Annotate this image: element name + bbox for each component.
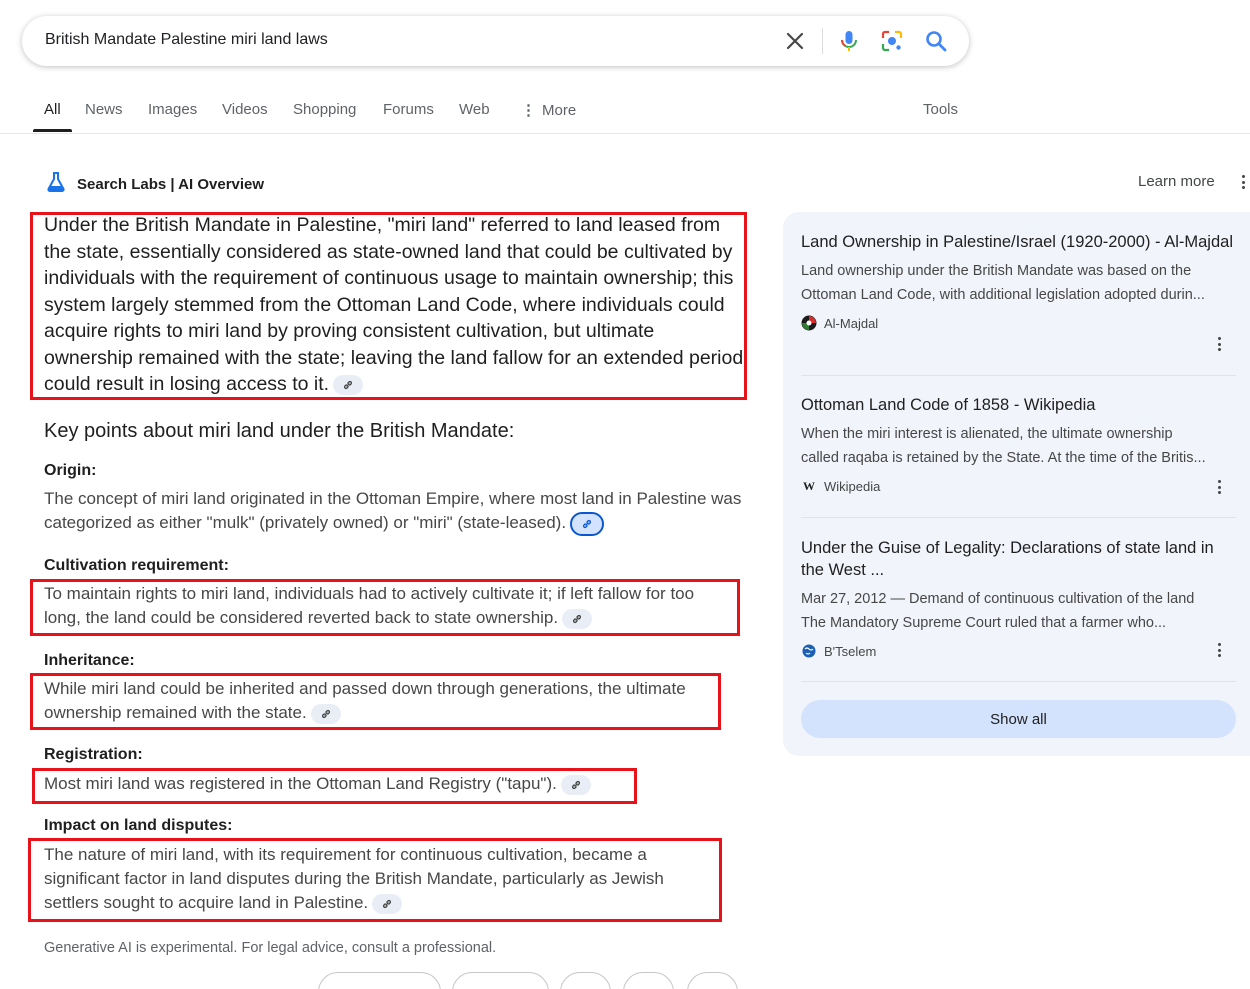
search-bar[interactable] xyxy=(22,16,969,66)
tools-button[interactable]: Tools xyxy=(923,101,959,118)
snippet-line: Mar 27, 2012 — Demand of continuous cultivation of the land xyxy=(801,591,1195,607)
snippet-line: Ottoman Land Code, with additional legislation adopted durin... xyxy=(801,287,1205,303)
learn-more-link[interactable]: Learn more xyxy=(1138,173,1215,190)
source-snippet xyxy=(801,422,1237,470)
wikipedia-icon: W xyxy=(803,478,815,493)
highlight-box-inheritance xyxy=(30,673,721,730)
source-divider xyxy=(801,375,1236,376)
tab-news[interactable]: News xyxy=(85,101,123,118)
search-input[interactable]: British Mandate Palestine miri land laws xyxy=(45,31,328,48)
search-tabs xyxy=(0,92,1250,134)
source-divider xyxy=(801,517,1236,518)
globe-icon xyxy=(801,643,817,659)
point-heading-cultivation: Cultivation requirement: xyxy=(44,557,229,574)
show-all-button[interactable]: Show all xyxy=(801,700,1236,738)
cultivation-text: To maintain rights to miri land, individuals had to actively cultivate it; if left fallow for too long, the land could be considered reverted back to state ownership. xyxy=(44,584,695,627)
camera-lens-icon[interactable] xyxy=(880,29,904,53)
labs-flask-icon xyxy=(44,170,68,199)
tab-shopping[interactable]: Shopping xyxy=(293,101,357,118)
source-meta xyxy=(801,315,1237,331)
search-divider xyxy=(822,28,823,54)
clear-icon[interactable] xyxy=(783,29,807,53)
source-site: Wikipedia xyxy=(824,478,881,494)
source-site: Al-Majdal xyxy=(824,315,879,331)
inheritance-text: While miri land could be inherited and passed down through generations, the ultimate ownership remained with the state. xyxy=(44,679,686,722)
registration-text: Most miri land was registered in the Ottoman Land Registry ("tapu"). xyxy=(44,774,557,793)
highlight-box-impact xyxy=(28,838,722,922)
source-site: B'Tselem xyxy=(824,643,877,659)
tab-images[interactable]: Images xyxy=(148,101,198,118)
ai-disclaimer: Generative AI is experimental. For legal advice, consult a professional. xyxy=(44,940,497,956)
highlight-box-cultivation xyxy=(30,579,740,636)
feedback-button[interactable] xyxy=(452,972,549,989)
search-icon[interactable] xyxy=(924,29,948,53)
ai-overview-header xyxy=(44,170,264,199)
ai-overview-title: Search Labs | AI Overview xyxy=(77,176,265,193)
source-snippet xyxy=(801,259,1237,307)
snippet-line: The Mandatory Supreme Court ruled that a farmer who... xyxy=(801,615,1167,631)
summary-text: Under the British Mandate in Palestine, "miri land" referred to land leased from the state, essentially considered as state-owned land that could be cultivated by individuals with the requirement of continuous usage to maintain ownership; this system largely stemmed from the Ottoman Land Code, where individuals could acquire rights to miri land by proving consistent cultivation, but ultimate ownership remained with the state; leaving the land fallow for an extended period could result in losing access to it. xyxy=(44,214,744,395)
source-title[interactable]: Ottoman Land Code of 1858 - Wikipedia xyxy=(801,396,1096,414)
point-heading-inheritance: Inheritance: xyxy=(44,652,135,669)
feedback-icon-button[interactable] xyxy=(687,972,738,989)
source-menu-icon[interactable] xyxy=(1213,643,1225,657)
point-heading-impact: Impact on land disputes: xyxy=(44,817,233,834)
source-menu-icon[interactable] xyxy=(1213,480,1225,494)
point-heading-registration: Registration: xyxy=(44,746,143,763)
more-vert-icon: ⋮ xyxy=(521,102,536,119)
source-snippet xyxy=(801,587,1237,635)
source-menu-icon[interactable] xyxy=(1213,337,1225,351)
citation-link-icon[interactable] xyxy=(570,512,604,536)
snippet-line: When the miri interest is alienated, the ultimate ownership xyxy=(801,426,1173,442)
al-majdal-favicon-icon xyxy=(801,315,817,331)
microphone-icon[interactable] xyxy=(837,29,861,53)
source-card[interactable] xyxy=(801,394,1237,494)
feedback-button[interactable] xyxy=(318,972,441,989)
sources-panel xyxy=(783,212,1250,756)
tab-more[interactable] xyxy=(521,101,576,119)
tab-all[interactable]: All xyxy=(44,101,61,118)
point-heading-origin: Origin: xyxy=(44,462,97,479)
ai-overview-menu-icon[interactable] xyxy=(1237,175,1249,191)
tab-forums[interactable]: Forums xyxy=(383,101,434,118)
snippet-line: called raqaba is retained by the State. At the time of the Britis... xyxy=(801,450,1206,466)
source-title[interactable]: Under the Guise of Legality: Declarations of state land in the West ... xyxy=(801,539,1214,579)
source-card[interactable] xyxy=(801,537,1237,659)
feedback-icon-button[interactable] xyxy=(623,972,674,989)
tab-videos[interactable]: Videos xyxy=(222,101,268,118)
origin-text: The concept of miri land originated in the Ottoman Empire, where most land in Palestine was categorized as either "mulk" (privately owned) or "miri" (state-leased). xyxy=(44,489,742,532)
source-divider xyxy=(801,681,1236,682)
source-title[interactable]: Land Ownership in Palestine/Israel (1920-2000) - Al-Majdal xyxy=(801,233,1233,251)
active-tab-indicator xyxy=(33,129,72,132)
source-meta xyxy=(801,643,1237,659)
impact-text: The nature of miri land, with its requirement for continuous cultivation, became a significant factor in land disputes during the British Mandate, particularly as Jewish settlers sought to acquire land in Palestine. xyxy=(44,845,664,912)
highlight-box-registration xyxy=(32,768,637,804)
feedback-icon-button[interactable] xyxy=(560,972,611,989)
key-points-heading: Key points about miri land under the British Mandate: xyxy=(44,420,515,442)
snippet-line: Land ownership under the British Mandate was based on the xyxy=(801,263,1192,279)
point-text-origin xyxy=(44,487,744,536)
highlight-box-summary xyxy=(30,212,747,400)
tab-more-label: More xyxy=(542,102,577,119)
tab-web[interactable]: Web xyxy=(459,101,490,118)
source-meta xyxy=(801,478,1237,494)
source-card[interactable] xyxy=(801,231,1237,331)
